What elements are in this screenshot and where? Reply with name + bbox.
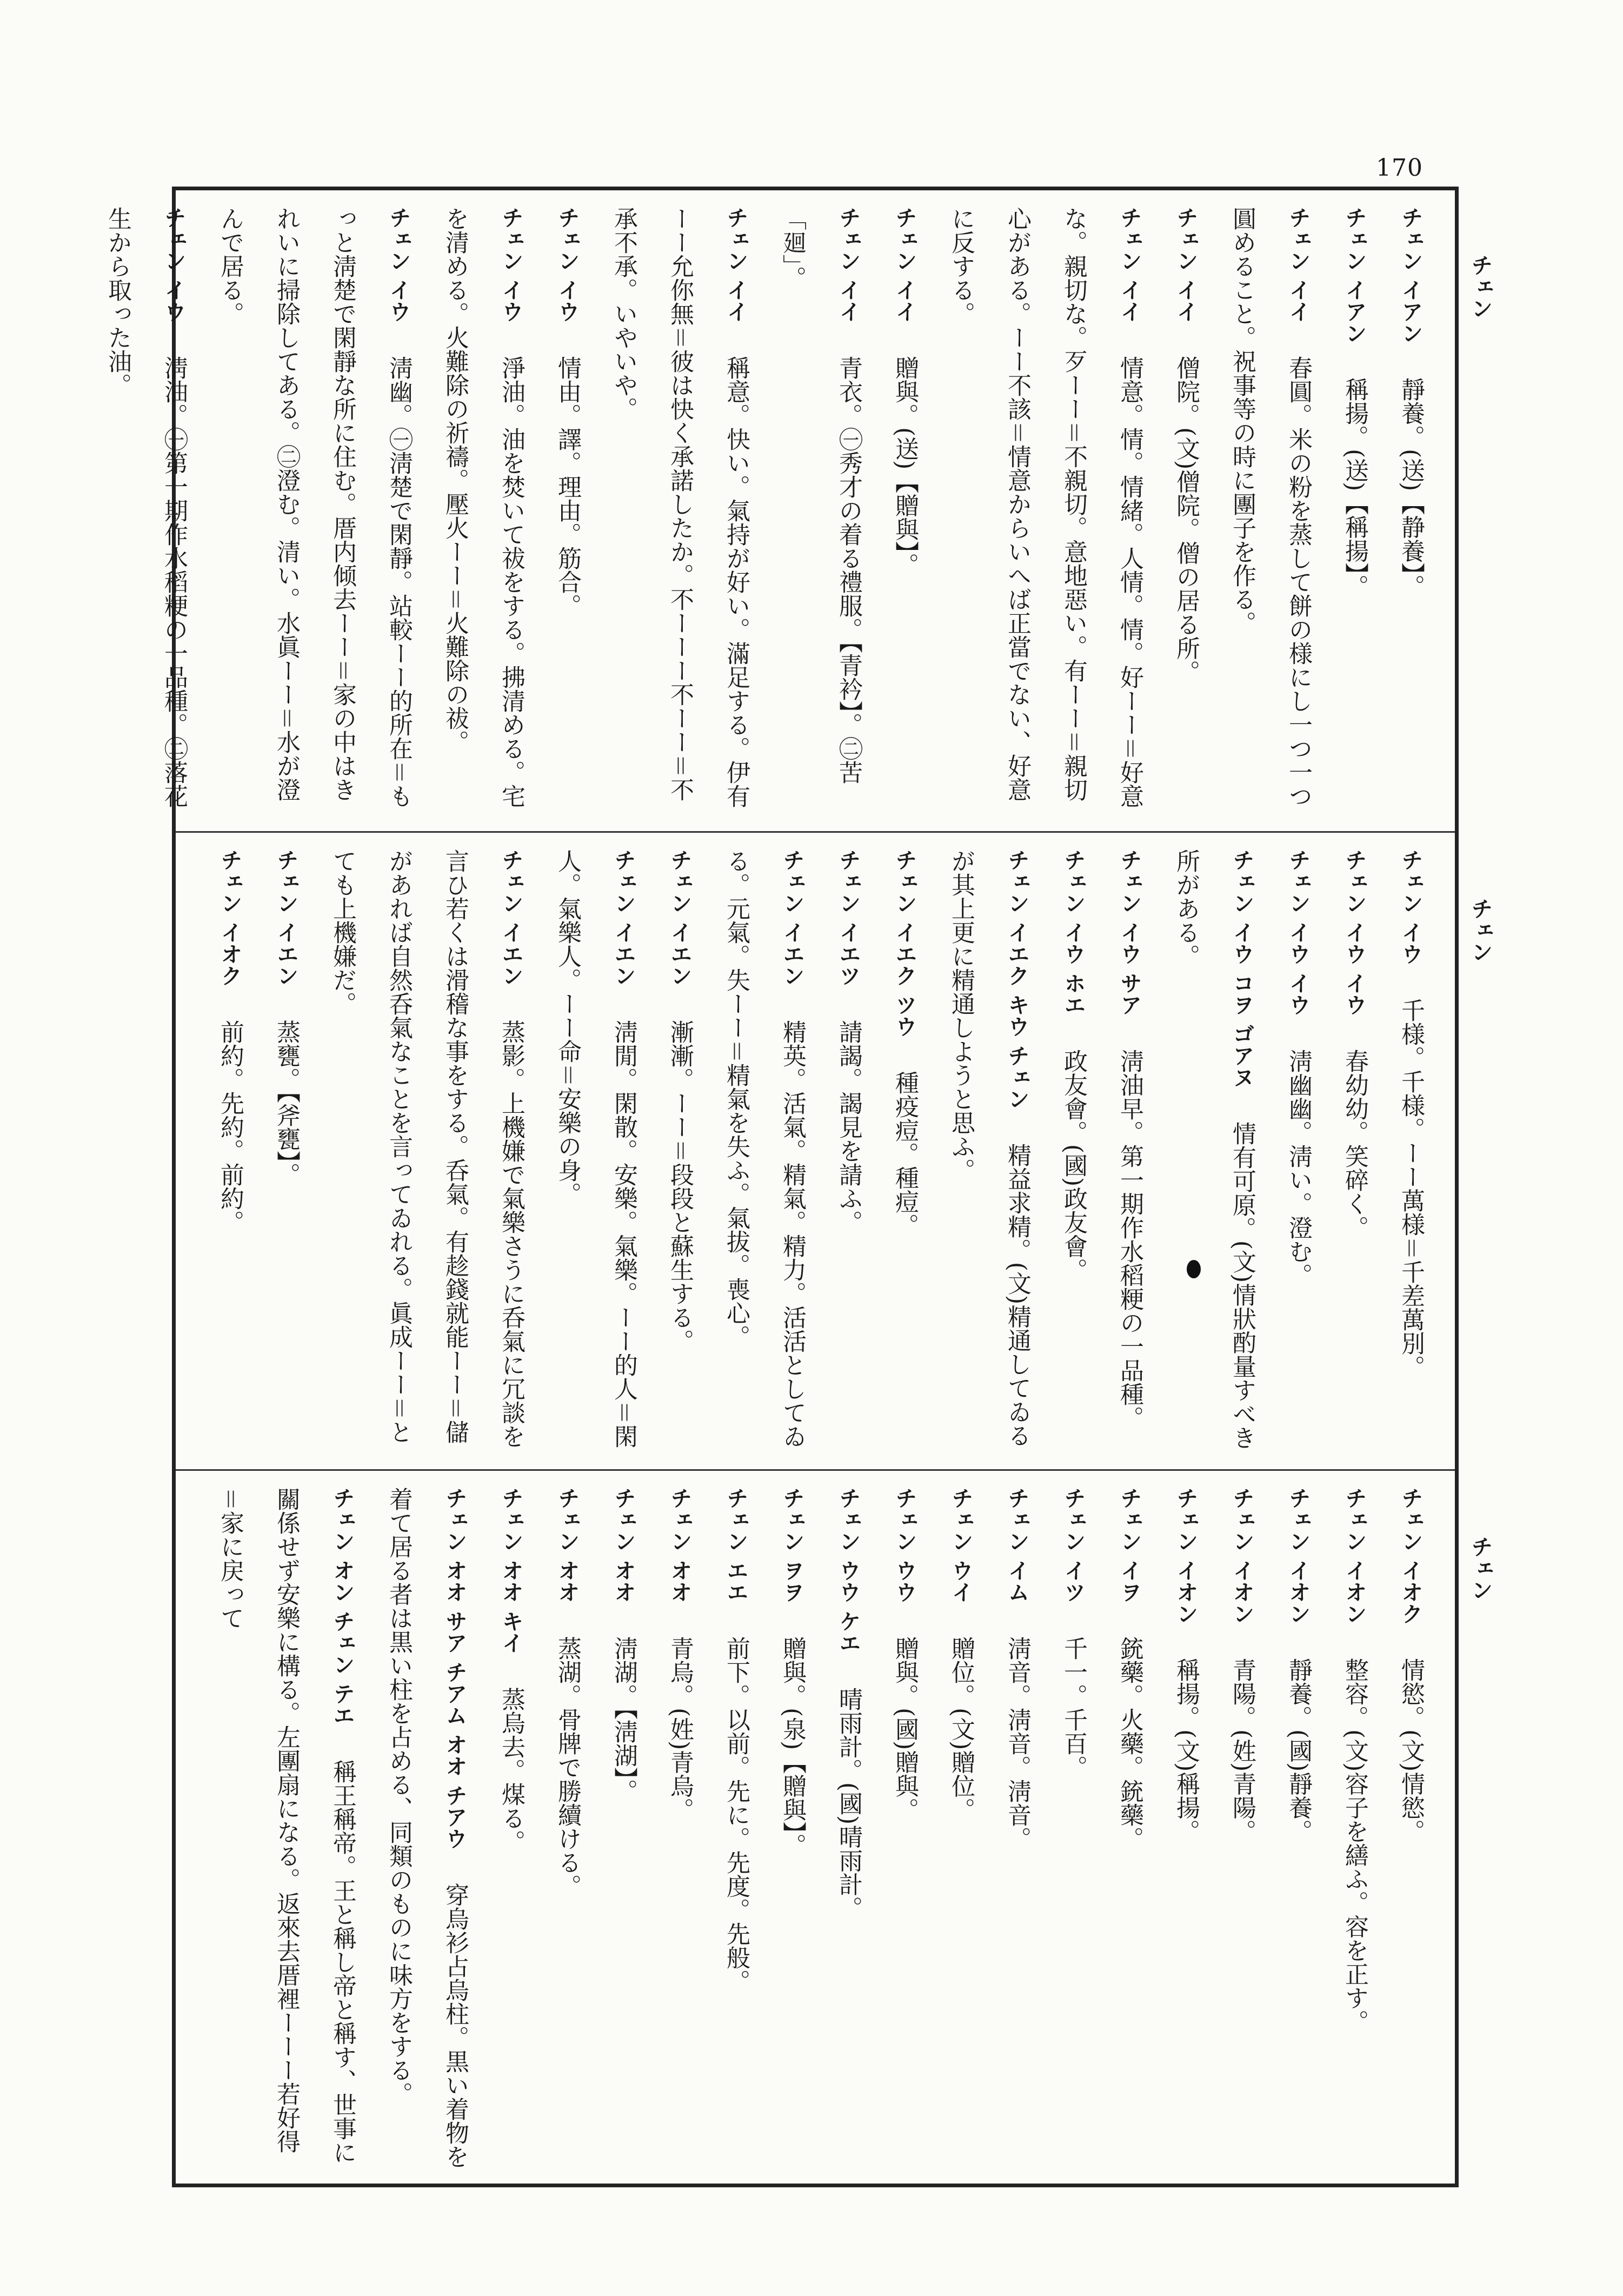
entry-definition: 精英。活氣。精氣。精力。活活としてゐる。元氣。失ーー＝精氣を失ふ。氣拔。喪心。 [722,849,806,1448]
dictionary-entry [1270,849,1326,1456]
dictionary-entry [1214,1487,1270,2170]
entry-definition: 蒸影。上機嫌で氣樂さうに呑氣に冗談を言ひ若くは滑稽な事をする。呑氣。有趁錢就能ーー＝儲があれば自然呑氣なことを言ってゐれる。眞成ーー＝とても上機嫌だ。 [329,849,525,1448]
entry-definition: 青衣。㊀秀才の着る禮服。【青衿】。㊁苦「廻」。 [779,207,862,784]
entry-headword: チェン イウ [1398,849,1423,965]
entry-definition: 青陽。(姓)青陽。 [1228,1657,1256,1843]
entry-headword: チェン オオ [667,1487,692,1603]
dictionary-entry [708,849,820,1456]
dictionary-entry [764,207,876,818]
entry-definition: 淸湖。【淸湖】。 [610,1636,637,1803]
entry-definition: 前約。先約。前約。 [216,1019,244,1234]
entry-definition: 晴雨計。(國)晴雨計。 [835,1687,862,1920]
dictionary-entry [1382,207,1439,818]
dictionary-entry [427,207,539,818]
entry-headword: チェン イイ [1117,207,1142,322]
dictionary-entry [1045,1487,1101,2170]
entry-definition: 蒸甕。【斧甕】。 [272,1019,300,1186]
entry-definition: 稱揚。(文)稱揚。 [1172,1657,1200,1843]
entry-headword: チェン イエク キウ チェン [1005,849,1029,1110]
entry-definition: 情有可原。(文)情狀酌量すべき所がある。 [1172,849,1256,1450]
entry-definition: 贈位。(文)贈位。 [947,1636,975,1822]
dictionary-entry [989,1487,1045,2170]
entry-definition: 前下。以前。先に。先度。先般。 [722,1636,750,1993]
dictionary-frame [104,187,1459,2187]
entry-headword: チェン イエク ツウ [892,849,917,1037]
entry-headword: チェン イオク [217,849,242,986]
dictionary-entry [820,1487,876,2170]
entry-headword: チェン イウ イウ [1286,849,1311,1016]
entry-headword: チェン イウ サア [1117,849,1142,1016]
dictionary-entry [539,1487,595,2170]
dictionary-entry [1326,207,1382,818]
entry-definition: 淸閒。閑散。安樂。氣樂。ーー的人＝閑人。氣樂人。ーー命＝安樂の身。 [554,849,637,1448]
entry-headword: チェン イオン [1229,1487,1254,1624]
entry-headword: チェン イイ [723,207,748,322]
dictionary-entry [1101,849,1158,1456]
entry-headword: チェン イイ [1173,207,1198,322]
entry-definition: 稱王稱帝。王と稱し帝と稱す、世事に關係せず安樂に構る。左團扇になる。返來去厝裡ーーー若好得＝家に戻って [216,1487,356,2164]
entry-definition: 淸油。㊀第一期作水稻粳の一品種。㊁落花生から取った油。 [104,207,188,808]
entry-definition: 千様。千様。ーー萬様＝千差萬別。 [1397,998,1425,1379]
entry-definition: 情由。譯。理由。筋合。 [554,355,581,618]
entry-definition: 稱意。快い。氣持が好い。滿足する。伊有ーー允你無＝彼は快く承諾したか。不ーーー不ーー＝不承不承。いやいや。 [610,207,750,808]
entry-definition: 贈與。(泉)【贈與】。 [779,1636,806,1857]
dictionary-entry [202,849,258,1456]
dictionary-entry [1270,1487,1326,2170]
entry-headword: チェン エエ [723,1487,748,1603]
entry-definition: 蒸湖。骨牌で勝續ける。 [554,1636,581,1898]
entry-headword: チェン イウ [498,207,523,322]
entry-definition: 稱揚。(送)【稱揚】。 [1341,377,1368,599]
entry-definition: 淸油早。第一期作水稻粳の一品種。 [1116,1049,1143,1430]
entry-headword: チェン イウ [386,207,411,322]
dictionary-entry [1214,207,1326,818]
entry-headword: チェン イエン [498,849,523,986]
entry-definition: 淸幽幽。淸い。澄む。 [1285,1049,1312,1287]
entry-headword: チェン オン チェン テエ [330,1487,355,1726]
entry-headword: チェン イム [1005,1487,1029,1603]
entry-headword: チェン ウイ [948,1487,973,1603]
entry-headword: チェン ヲヲ [780,1487,804,1603]
dictionary-entry [202,1487,370,2170]
entry-headword: チェン イオン [1342,1487,1367,1624]
dictionary-entry [651,1487,708,2170]
entry-headword: チェン オオ サア チアム オオ チアウ [442,1487,467,1849]
entry-headword: チェン イオン [1173,1487,1198,1624]
ink-dot-mark [1187,1260,1201,1278]
band-middle [176,831,1455,1469]
dictionary-entry [595,207,764,818]
dictionary-entry [876,1487,933,2170]
dictionary-entry [820,849,876,1456]
dictionary-entry [595,1487,651,2170]
entry-headword: チェン イウ イウ [1342,849,1367,1016]
page-number: 170 [1376,154,1423,182]
dictionary-entry [539,849,651,1456]
dictionary-entry [202,207,427,818]
band-top [104,190,1455,831]
dictionary-entry [933,207,1158,818]
entry-definition: 精益求精。(文)精通してゐるが其上更に精通しようと思ふ。 [947,849,1031,1448]
entry-definition: 贈與。(國)贈與。 [891,1636,919,1822]
dictionary-entry [1045,849,1101,1456]
dictionary-entry [258,849,314,1456]
entry-headword: チェン イイ [836,207,861,322]
entry-headword: チェン イエン [611,849,636,986]
entry-headword: チェン イイ [892,207,917,322]
entry-definition: 情慾。(文)情慾。 [1397,1657,1425,1843]
dictionary-entry [708,1487,764,2170]
entry-headword: チェン イアン [1342,207,1367,344]
entry-definition: 蒸烏去。煤る。 [497,1687,525,1854]
entry-headword: チェン イツ [1061,1487,1086,1603]
dictionary-entry [1382,1487,1439,2170]
dictionary-entry [651,849,708,1456]
dictionary-entry [89,207,202,818]
dictionary-entry [1326,849,1382,1456]
dictionary-entry [483,1487,539,2170]
dictionary-entry [933,849,1045,1456]
entry-headword: チェン ウウ ケエ [836,1487,861,1654]
entry-headword: チェン ウウ [892,1487,917,1603]
entry-headword: チェン イエン [667,849,692,986]
band-bottom [176,1469,1455,2184]
dictionary-entry [1158,849,1270,1456]
entry-headword: チェン イウ [161,207,186,322]
running-head-top: チェン [1468,254,1493,319]
entry-headword: チェン イエン [780,849,804,986]
entry-headword: チェン オオ キイ [498,1487,523,1654]
dictionary-entry [1326,1487,1382,2170]
entry-headword: チェン イアン [1398,207,1423,344]
entry-headword: チェン イエツ [836,849,861,986]
entries-middle [192,849,1439,1456]
entry-definition: 情意。情。情緒。人情。情。好ーー＝好意な。親切な。歹ーー＝不親切。意地惡い。有ーー＝親切心がある。ーー不該＝情意からいへば正當でない、好意に反する。 [947,207,1143,808]
entry-definition: 靜養。(送)【静養】。 [1397,377,1425,599]
entry-definition: 僧院。(文)僧院。僧の居る所。 [1172,355,1200,684]
entry-headword: チェン イウ [555,207,580,322]
dictionary-entry [370,1487,483,2170]
entry-definition: 銃藥。火藥。銃藥。 [1116,1636,1143,1850]
entry-definition: 淨油。油を焚いて祓をする。拂清める。宅を清める。火難除の祈禱。壓火ーー＝火難除の祓。 [441,207,525,808]
dictionary-entry [1382,849,1439,1456]
entry-definition: 贈與。(送)【贈與】。 [891,355,919,577]
entry-definition: 青烏。(姓)青烏。 [666,1636,694,1822]
dictionary-entry [1158,207,1214,818]
entry-definition: 靜養。(國)靜養。 [1285,1657,1312,1843]
dictionary-entry [314,849,539,1456]
entries-bottom [192,1487,1439,2170]
entry-headword: チェン イオク [1398,1487,1423,1624]
entry-headword: チェン イウ コヲ ゴアヌ [1229,849,1254,1088]
entry-definition: 請謁。謁見を請ふ。 [835,1019,862,1234]
entry-definition: 漸漸。ーー＝段段と蘇生する。 [666,1019,694,1353]
dictionary-entry [1158,1487,1214,2170]
dictionary-entry [876,849,933,1456]
entry-headword: チェン イヲ [1117,1487,1142,1603]
dictionary-entry [1101,1487,1158,2170]
entry-definition: 淸音。淸音。淸音。 [1003,1636,1031,1850]
entry-definition: 政友會。(國)政友會。 [1060,1049,1087,1282]
entry-headword: チェン イオン [1286,1487,1311,1624]
entry-headword: チェン イイ [1286,207,1311,322]
entries-top [104,207,1439,818]
entry-definition: 淸幽。㊀淸楚で閑靜。站較ーー的所在＝もっと淸楚で閑靜な所に住む。厝内倾去ーー＝家の中はきれいに掃除してある。㊁澄む。清い。水眞ーー＝水が澄んで居る。 [216,207,413,808]
dictionary-entry [539,207,595,818]
dictionary-entry [933,1487,989,2170]
entry-definition: 穿烏衫占烏柱。黒い着物を着て居る者は黒い柱を占める、同類のものに味方をする。 [385,1487,469,2168]
running-head-bottom: チェン [1468,1536,1493,1601]
dictionary-entry [876,207,933,818]
entry-headword: チェン オオ [555,1487,580,1603]
entry-headword: チェン イエン [274,849,298,986]
entry-definition: 春圓。米の粉を蒸して餅の様にし一つ一つ圓めること。祝事等の時に團子を作る。 [1228,207,1312,808]
entry-definition: 整容。(文)容子を繕ふ。容を正す。 [1341,1657,1368,2034]
entry-definition: 春幼幼。笑碎く。 [1341,1049,1368,1239]
running-head-middle: チェン [1468,898,1493,963]
entry-headword: チェン イウ ホエ [1061,849,1086,1016]
dictionary-entry [764,1487,820,2170]
entry-headword: チェン オオ [611,1487,636,1603]
entry-definition: 種疫痘。種痘。 [891,1070,919,1237]
entry-definition: 千一。千百。 [1060,1636,1087,1779]
